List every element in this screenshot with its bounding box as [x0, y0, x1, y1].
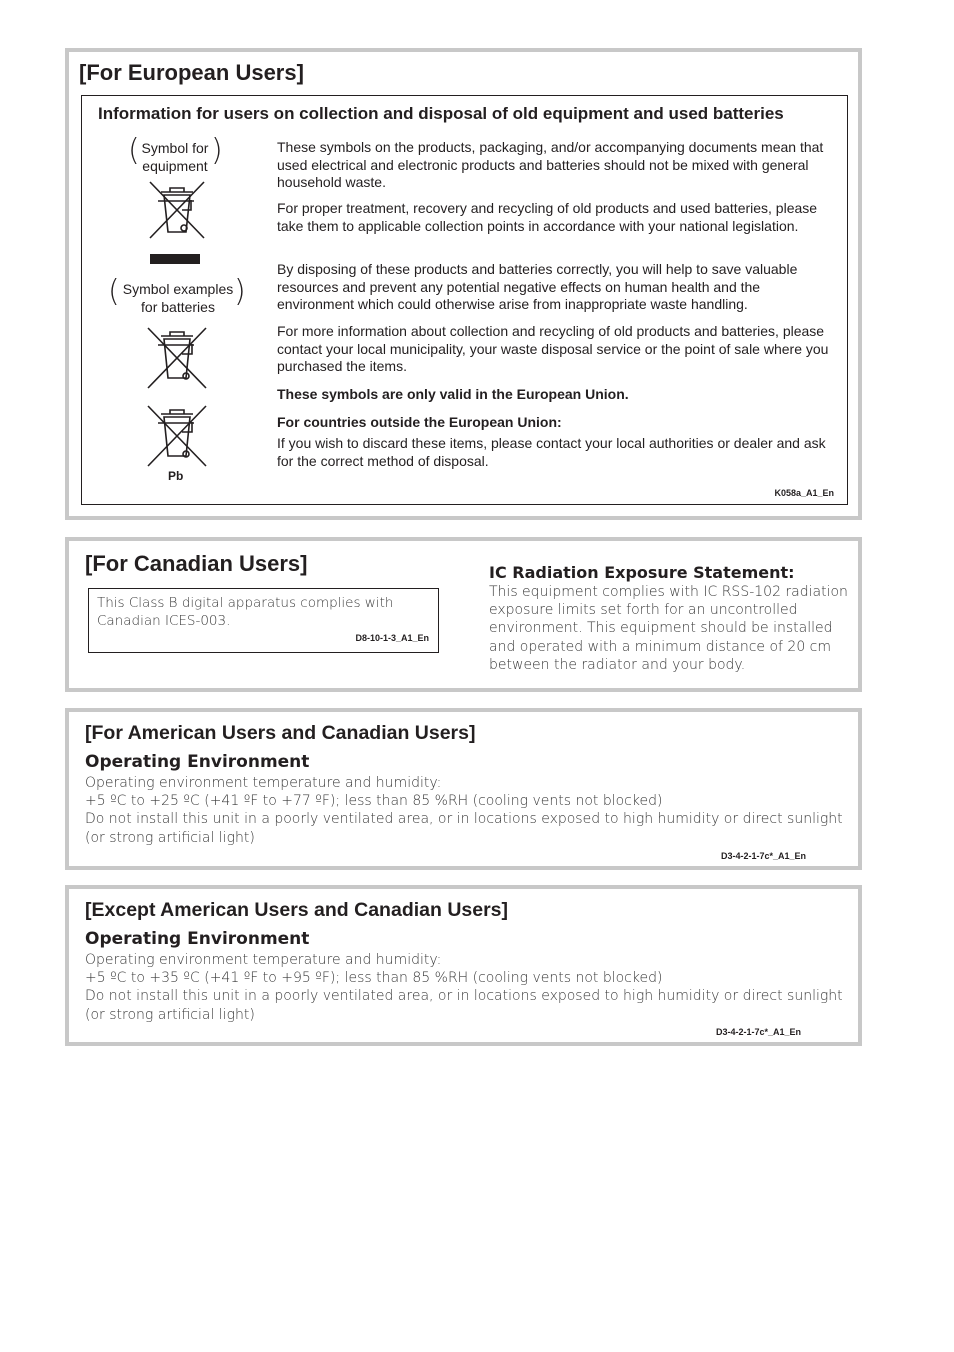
except-american-canadian-panel: [65, 885, 862, 1046]
outside-eu-text: If you wish to discard these items, please contact your local authorities or dealer and ask for the correct method of disposal.: [277, 435, 826, 469]
disposal-paragraph-1: These symbols on the products, packaging, and/or accompanying documents mean that used electrical and electronic products and batteries should not be mixed with general household waste.: [277, 139, 824, 190]
except-operating-env-heading: Operating Environment: [85, 929, 310, 949]
ices-compliance-box: [88, 588, 439, 653]
except-operating-env-body: [85, 951, 845, 1024]
american-canadian-title: [For American Users and Canadian Users]: [85, 722, 476, 744]
disposal-info-box: [81, 95, 848, 505]
symbol-batteries-caption: ( Symbol examples for batteries ): [108, 274, 246, 315]
eu-only-notice: These symbols are only valid in the European Union.: [277, 386, 629, 402]
ices-compliance-text: This Class B digital apparatus complies with Canadian ICES-003.: [97, 595, 394, 629]
american-env-line3: Do not install this unit in a poorly ventilated area, or in locations exposed to high humidity or direct sunlight: [85, 811, 843, 828]
outside-eu-heading: For countries outside the European Union:: [277, 414, 562, 430]
crossed-bin-equipment-icon: [146, 180, 208, 270]
disposal-paragraph-3: By disposing of these products and batteries correctly, you will help to save valuable resources and prevent any potential negative effects on human health and the environment which could otherwise arise from inappropriate waste handling.: [277, 261, 798, 312]
ices-code: D8-10-1-3_A1_En: [355, 633, 429, 643]
european-title: [For European Users]: [79, 60, 304, 85]
crossed-bin-battery-pb-icon: [146, 404, 210, 468]
disposal-paragraph-4: For more information about collection and recycling of old products and batteries, please contact your local municipality, your waste disposal service or the point of sale where you purchased the items.: [277, 323, 829, 374]
ic-radiation-title: IC Radiation Exposure Statement:: [489, 563, 795, 582]
except-env-line4: (or strong artificial light): [85, 1006, 255, 1023]
canadian-users-panel: [65, 537, 862, 692]
canadian-title: [For Canadian Users]: [85, 551, 308, 576]
disposal-paragraph-2: For proper treatment, recovery and recycling of old products and used batteries, please take them to applicable collection points in accordance with your national legislation.: [277, 200, 818, 234]
symbol-equipment-caption: ( Symbol for equipment ): [128, 133, 223, 174]
symbol-equipment-line1: Symbol for: [141, 140, 209, 156]
american-canadian-panel: [65, 708, 862, 870]
except-title: [Except American Users and Canadian Users]: [85, 899, 509, 921]
american-operating-env-heading: Operating Environment: [85, 752, 310, 772]
symbol-batteries-line2: for batteries: [141, 299, 215, 315]
american-env-line2: +5 ºC to +25 ºC (+41 ºF to +77 ºF); less than 85 %RH (cooling vents not blocked): [85, 793, 663, 810]
crossed-bin-battery-icon: [146, 326, 210, 390]
american-env-line4: (or strong artificial light): [85, 829, 255, 846]
except-env-line3: Do not install this unit in a poorly ventilated area, or in locations exposed to high humidity or direct sunlight: [85, 988, 843, 1005]
except-env-line2: +5 ºC to +35 ºC (+41 ºF to +95 ºF); less than 85 %RH (cooling vents not blocked): [85, 970, 663, 987]
pb-label: Pb: [168, 469, 184, 483]
symbol-equipment-line2: equipment: [142, 158, 208, 174]
except-code: D3-4-2-1-7c*_A1_En: [716, 1027, 802, 1037]
ic-radiation-body: This equipment complies with IC RSS-102 radiation exposure limits set forth for an uncontrolled environment. This equipment should be installed and operated with a minimum distance of 20 cm between the radiator and your body.: [489, 584, 848, 673]
american-code: D3-4-2-1-7c*_A1_En: [721, 851, 807, 861]
european-users-panel: [65, 48, 862, 520]
american-env-line1: Operating environment temperature and humidity:: [85, 775, 442, 791]
except-env-line1: Operating environment temperature and humidity:: [85, 952, 442, 968]
american-operating-env-body: [85, 774, 845, 847]
european-code: K058a_A1_En: [774, 488, 834, 498]
disposal-info-title: Information for users on collection and disposal of old equipment and used batteries: [98, 104, 784, 123]
symbol-batteries-line1: Symbol examples: [122, 281, 234, 297]
